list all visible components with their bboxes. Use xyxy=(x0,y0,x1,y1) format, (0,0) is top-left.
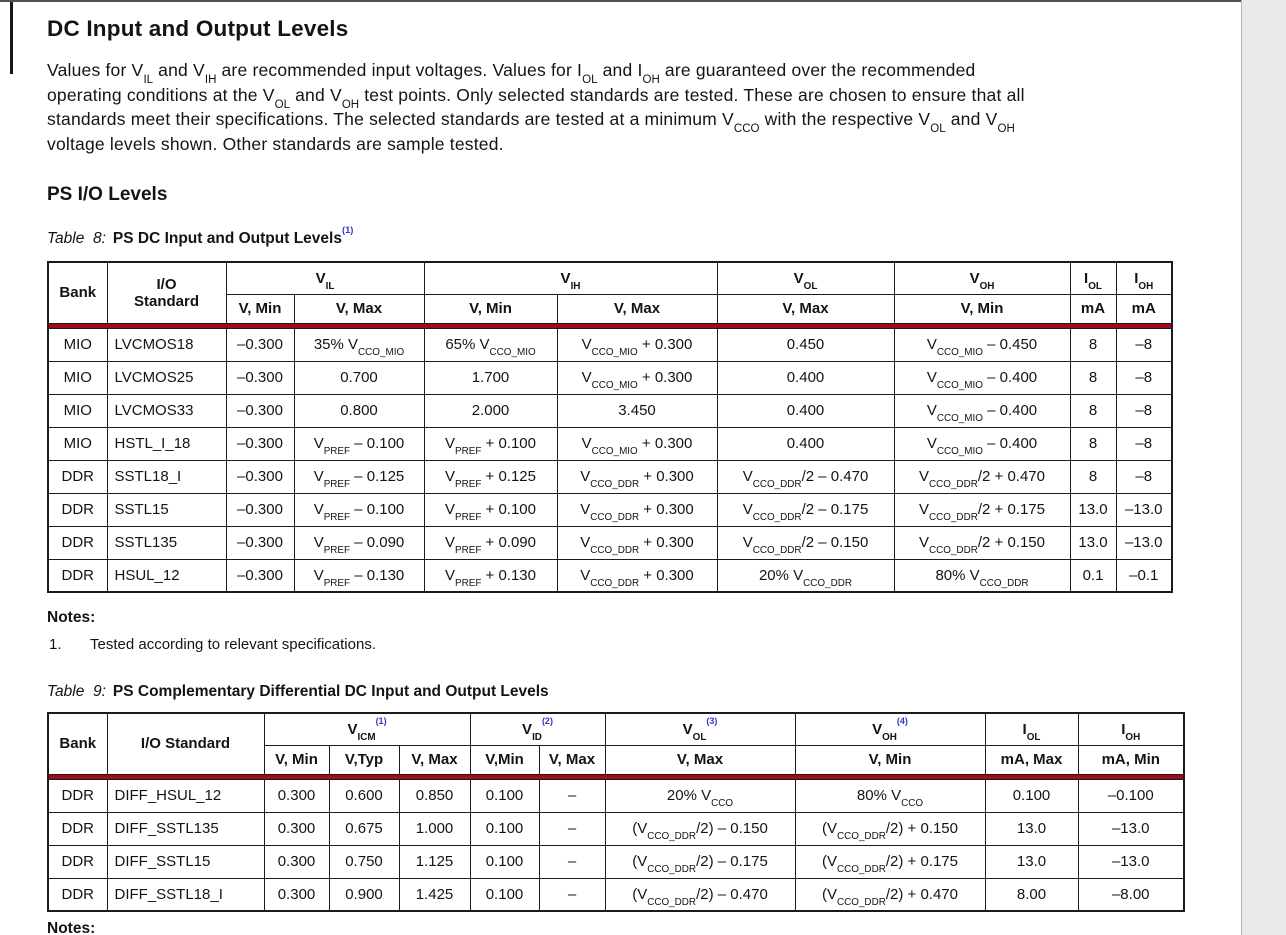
col-subheader-vicm-min: V, Min xyxy=(264,745,329,774)
col-subheader-vicm-max: V, Max xyxy=(399,745,470,774)
table-cell: 65% $V_{CCO\_MIO}$ xyxy=(424,328,557,361)
page-title: DC Input and Output Levels xyxy=(47,16,349,41)
col-header-voh: $V_{OH}$ xyxy=(894,262,1070,294)
table-cell: 0.800 xyxy=(294,394,424,427)
table-cell: $V_{CCO\_MIO} - 0.400$ xyxy=(894,394,1070,427)
table-cell: 0.400 xyxy=(717,361,894,394)
table-cell: $V_{PREF} - 0.125$ xyxy=(294,460,424,493)
table-cell: $V_{CCO\_MIO} - 0.400$ xyxy=(894,427,1070,460)
table-row xyxy=(48,779,1184,812)
table-cell: $V_{CCO\_DDR}/2 - 0.470$ xyxy=(717,460,894,493)
table-cell: DIFF_HSUL_12 xyxy=(107,779,264,812)
table-cell: 0.700 xyxy=(294,361,424,394)
table-cell: MIO xyxy=(48,361,107,394)
table-row xyxy=(48,328,1172,361)
table-cell: $(V_{CCO\_DDR}/2) - 0.150$ xyxy=(605,812,795,845)
table-cell: $V_{PREF} - 0.130$ xyxy=(294,559,424,592)
table-cell: 0.400 xyxy=(717,394,894,427)
col-header-ioh: $I_{OH}$ xyxy=(1078,713,1184,745)
table-cell: $V_{PREF} + 0.130$ xyxy=(424,559,557,592)
table9-body xyxy=(48,779,1184,911)
table-cell: – xyxy=(539,845,605,878)
table-cell: $V_{CCO\_DDR} + 0.300$ xyxy=(557,460,717,493)
table-cell: 2.000 xyxy=(424,394,557,427)
table-cell: $V_{CCO\_DDR} + 0.300$ xyxy=(557,559,717,592)
col-header-io-standard: I/O Standard xyxy=(107,713,264,774)
col-subheader-iol-ma-max: mA, Max xyxy=(985,745,1078,774)
intro-paragraph: Values for $V_{IL}$ and $V_{IH}$ are recommended input voltages. Values for $I_{OL}$ and $I_{OH}$ are guaranteed over the recommended operating conditions at the $V_{OL}$ and $V_{OH}$ test points. Only selected standards are tested. These are chosen to ensure that all standards meet their specifications. The selected standards are tested at a minimum $V_{CCO}$ with the respective $V_{OL}$ and $V_{OH}$ voltage levels shown. Other standards are sample tested. xyxy=(47,60,1025,154)
table-cell: LVCMOS25 xyxy=(107,361,226,394)
col-subheader-ioh-ma: mA xyxy=(1116,294,1172,323)
table-cell: 1.125 xyxy=(399,845,470,878)
table-cell: –8 xyxy=(1116,328,1172,361)
table-cell: $V_{CCO\_MIO} + 0.300$ xyxy=(557,361,717,394)
table-cell: SSTL15 xyxy=(107,493,226,526)
table-cell: 0.750 xyxy=(329,845,399,878)
table-cell: $V_{CCO\_MIO} + 0.300$ xyxy=(557,427,717,460)
table8-notes-heading: Notes: xyxy=(47,609,96,626)
table8-caption-footnote-ref: (1) xyxy=(341,224,354,235)
table-cell: –13.0 xyxy=(1116,493,1172,526)
table-cell: –0.300 xyxy=(226,361,294,394)
table-cell: $V_{CCO\_DDR} + 0.300$ xyxy=(557,526,717,559)
table-cell: 13.0 xyxy=(1070,493,1116,526)
col-subheader-iol-ma: mA xyxy=(1070,294,1116,323)
table-cell: 8 xyxy=(1070,427,1116,460)
table-cell: $(V_{CCO\_DDR}/2) - 0.470$ xyxy=(605,878,795,911)
table-cell: –0.300 xyxy=(226,394,294,427)
table-cell: DDR xyxy=(48,460,107,493)
table-cell: 20% $V_{CCO}$ xyxy=(605,779,795,812)
table-cell: MIO xyxy=(48,427,107,460)
table-cell: MIO xyxy=(48,394,107,427)
table-cell: 0.100 xyxy=(985,779,1078,812)
table-cell: DDR xyxy=(48,779,107,812)
table-cell: $(V_{CCO\_DDR}/2) + 0.175$ xyxy=(795,845,985,878)
table-cell: 0.675 xyxy=(329,812,399,845)
col-header-vil: $V_{IL}$ xyxy=(226,262,424,294)
table-row xyxy=(48,460,1172,493)
col-header-iol: $I_{OL}$ xyxy=(1070,262,1116,294)
table-cell: DDR xyxy=(48,812,107,845)
table-cell: 0.300 xyxy=(264,779,329,812)
table-cell: 13.0 xyxy=(985,812,1078,845)
table-cell: 80% $V_{CCO\_DDR}$ xyxy=(894,559,1070,592)
table9-notes-heading: Notes: xyxy=(47,920,96,935)
table9-ps-complementary-differential-levels xyxy=(47,712,1185,912)
table-cell: 0.100 xyxy=(470,878,539,911)
table-cell: HSTL_I_18 xyxy=(107,427,226,460)
table-cell: –0.300 xyxy=(226,559,294,592)
table-cell: –0.100 xyxy=(1078,779,1184,812)
table-cell: DDR xyxy=(48,493,107,526)
table-cell: 0.100 xyxy=(470,779,539,812)
right-gutter xyxy=(1241,0,1286,935)
col-header-bank: Bank xyxy=(48,262,107,323)
table-cell: 0.450 xyxy=(717,328,894,361)
col-subheader-vol-max: V, Max xyxy=(717,294,894,323)
table-cell: 8 xyxy=(1070,460,1116,493)
section-heading: PS I/O Levels xyxy=(47,184,168,205)
col-header-vol: $V_{OL}$ xyxy=(717,262,894,294)
table-row xyxy=(48,559,1172,592)
table-cell: DDR xyxy=(48,845,107,878)
col-header-voh: $V_{OH}^{(4)}$ xyxy=(795,713,985,745)
col-subheader-vid-max: V, Max xyxy=(539,745,605,774)
table-cell: –0.300 xyxy=(226,526,294,559)
col-subheader-vih-min: V, Min xyxy=(424,294,557,323)
table-cell: $V_{CCO\_DDR}/2 + 0.470$ xyxy=(894,460,1070,493)
table-cell: $V_{PREF} + 0.125$ xyxy=(424,460,557,493)
table-cell: 20% $V_{CCO\_DDR}$ xyxy=(717,559,894,592)
table-row xyxy=(48,427,1172,460)
table-cell: $V_{CCO\_DDR}/2 + 0.150$ xyxy=(894,526,1070,559)
table-cell: –13.0 xyxy=(1116,526,1172,559)
table-cell: –0.300 xyxy=(226,328,294,361)
table-cell: 1.425 xyxy=(399,878,470,911)
col-header-vol: $V_{OL}^{(3)}$ xyxy=(605,713,795,745)
table-cell: 1.700 xyxy=(424,361,557,394)
col-subheader-vol-max: V, Max xyxy=(605,745,795,774)
table-cell: $V_{CCO\_MIO} - 0.450$ xyxy=(894,328,1070,361)
table-cell: DIFF_SSTL135 xyxy=(107,812,264,845)
table-cell: 0.600 xyxy=(329,779,399,812)
table-cell: 13.0 xyxy=(1070,526,1116,559)
table-cell: –0.300 xyxy=(226,427,294,460)
table-cell: –0.300 xyxy=(226,493,294,526)
col-subheader-vicm-typ: V,Typ xyxy=(329,745,399,774)
table8-note-1 xyxy=(47,636,1241,653)
table-cell: 0.1 xyxy=(1070,559,1116,592)
table8-caption-label: Table 8: xyxy=(47,230,106,247)
col-header-vih: $V_{IH}$ xyxy=(424,262,717,294)
page-top-edge xyxy=(0,0,1241,2)
table-cell: – xyxy=(539,779,605,812)
table8-notes xyxy=(47,609,1241,653)
table-cell: DDR xyxy=(48,526,107,559)
table-cell: $V_{CCO\_DDR}/2 + 0.175$ xyxy=(894,493,1070,526)
col-header-ioh: $I_{OH}$ xyxy=(1116,262,1172,294)
table-cell: –8 xyxy=(1116,361,1172,394)
table9-caption-label: Table 9: xyxy=(47,683,106,700)
table-cell: $V_{PREF} + 0.100$ xyxy=(424,427,557,460)
table-cell: 0.900 xyxy=(329,878,399,911)
table-cell: 35% $V_{CCO\_MIO}$ xyxy=(294,328,424,361)
table-cell: 0.300 xyxy=(264,878,329,911)
table-cell: 0.400 xyxy=(717,427,894,460)
col-header-io-standard: I/O Standard xyxy=(107,262,226,323)
table-cell: $(V_{CCO\_DDR}/2) + 0.470$ xyxy=(795,878,985,911)
table9-header xyxy=(48,713,1184,779)
table8-header-row-1 xyxy=(48,262,1172,294)
table-cell: –0.300 xyxy=(226,460,294,493)
col-subheader-vil-max: V, Max xyxy=(294,294,424,323)
table-cell: 80% $V_{CCO}$ xyxy=(795,779,985,812)
table-cell: 0.300 xyxy=(264,812,329,845)
table-cell: $V_{CCO\_DDR} + 0.300$ xyxy=(557,493,717,526)
col-header-vid: $V_{ID}^{(2)}$ xyxy=(470,713,605,745)
table-cell: –8 xyxy=(1116,394,1172,427)
col-subheader-ioh-ma-min: mA, Min xyxy=(1078,745,1184,774)
table-cell: LVCMOS18 xyxy=(107,328,226,361)
table-row xyxy=(48,845,1184,878)
table-cell: $V_{CCO\_MIO} - 0.400$ xyxy=(894,361,1070,394)
table-cell: $V_{PREF} + 0.090$ xyxy=(424,526,557,559)
table-row xyxy=(48,878,1184,911)
col-header-vicm: $V_{ICM}^{(1)}$ xyxy=(264,713,470,745)
table-cell: 1.000 xyxy=(399,812,470,845)
table-cell: $V_{PREF} - 0.100$ xyxy=(294,493,424,526)
table-cell: 3.450 xyxy=(557,394,717,427)
table8-caption xyxy=(47,224,1241,248)
table8-ps-dc-input-output-levels xyxy=(47,261,1173,593)
table-cell: –13.0 xyxy=(1078,845,1184,878)
table-cell: HSUL_12 xyxy=(107,559,226,592)
table-cell: –0.1 xyxy=(1116,559,1172,592)
table-cell: SSTL135 xyxy=(107,526,226,559)
table-cell: –8 xyxy=(1116,427,1172,460)
table-cell: – xyxy=(539,878,605,911)
table-cell: $V_{PREF} - 0.090$ xyxy=(294,526,424,559)
table9-header-row-1 xyxy=(48,713,1184,745)
table-cell: 0.300 xyxy=(264,845,329,878)
margin-change-bar xyxy=(10,2,13,74)
table-cell: $V_{PREF} - 0.100$ xyxy=(294,427,424,460)
col-subheader-vih-max: V, Max xyxy=(557,294,717,323)
table-cell: 0.100 xyxy=(470,845,539,878)
table-cell: $(V_{CCO\_DDR}/2) - 0.175$ xyxy=(605,845,795,878)
table-cell: DIFF_SSTL18_I xyxy=(107,878,264,911)
table-cell: MIO xyxy=(48,328,107,361)
table-row xyxy=(48,493,1172,526)
table8-caption-title: PS DC Input and Output Levels xyxy=(112,230,342,247)
table8-body xyxy=(48,328,1172,592)
col-header-iol: $I_{OL}$ xyxy=(985,713,1078,745)
table-cell: $V_{CCO\_MIO} + 0.300$ xyxy=(557,328,717,361)
table-cell: – xyxy=(539,812,605,845)
col-header-bank: Bank xyxy=(48,713,107,774)
table-cell: 8 xyxy=(1070,394,1116,427)
table9-caption xyxy=(47,682,1241,701)
table8-header xyxy=(48,262,1172,328)
col-subheader-voh-min: V, Min xyxy=(795,745,985,774)
table-row xyxy=(48,812,1184,845)
table-cell: $(V_{CCO\_DDR}/2) + 0.150$ xyxy=(795,812,985,845)
table-cell: SSTL18_I xyxy=(107,460,226,493)
table-cell: $V_{CCO\_DDR}/2 - 0.175$ xyxy=(717,493,894,526)
table-cell: 8 xyxy=(1070,328,1116,361)
col-subheader-vil-min: V, Min xyxy=(226,294,294,323)
note-number: 1. xyxy=(49,636,62,653)
table-cell: $V_{CCO\_DDR}/2 - 0.150$ xyxy=(717,526,894,559)
table-cell: $V_{PREF} + 0.100$ xyxy=(424,493,557,526)
table-cell: –8 xyxy=(1116,460,1172,493)
table-cell: 0.850 xyxy=(399,779,470,812)
note-text: Tested according to relevant specifications. xyxy=(90,636,376,653)
table-row xyxy=(48,361,1172,394)
table-cell: DDR xyxy=(48,559,107,592)
col-subheader-voh-min: V, Min xyxy=(894,294,1070,323)
table-cell: DIFF_SSTL15 xyxy=(107,845,264,878)
table-cell: 0.100 xyxy=(470,812,539,845)
table-row xyxy=(48,526,1172,559)
table-cell: –8.00 xyxy=(1078,878,1184,911)
table-cell: LVCMOS33 xyxy=(107,394,226,427)
table-cell: 8.00 xyxy=(985,878,1078,911)
table-cell: DDR xyxy=(48,878,107,911)
table-row xyxy=(48,394,1172,427)
table9-caption-title: PS Complementary Differential DC Input and Output Levels xyxy=(112,683,549,700)
table-cell: 8 xyxy=(1070,361,1116,394)
table-cell: –13.0 xyxy=(1078,812,1184,845)
table-cell: 13.0 xyxy=(985,845,1078,878)
col-subheader-vid-min: V,Min xyxy=(470,745,539,774)
